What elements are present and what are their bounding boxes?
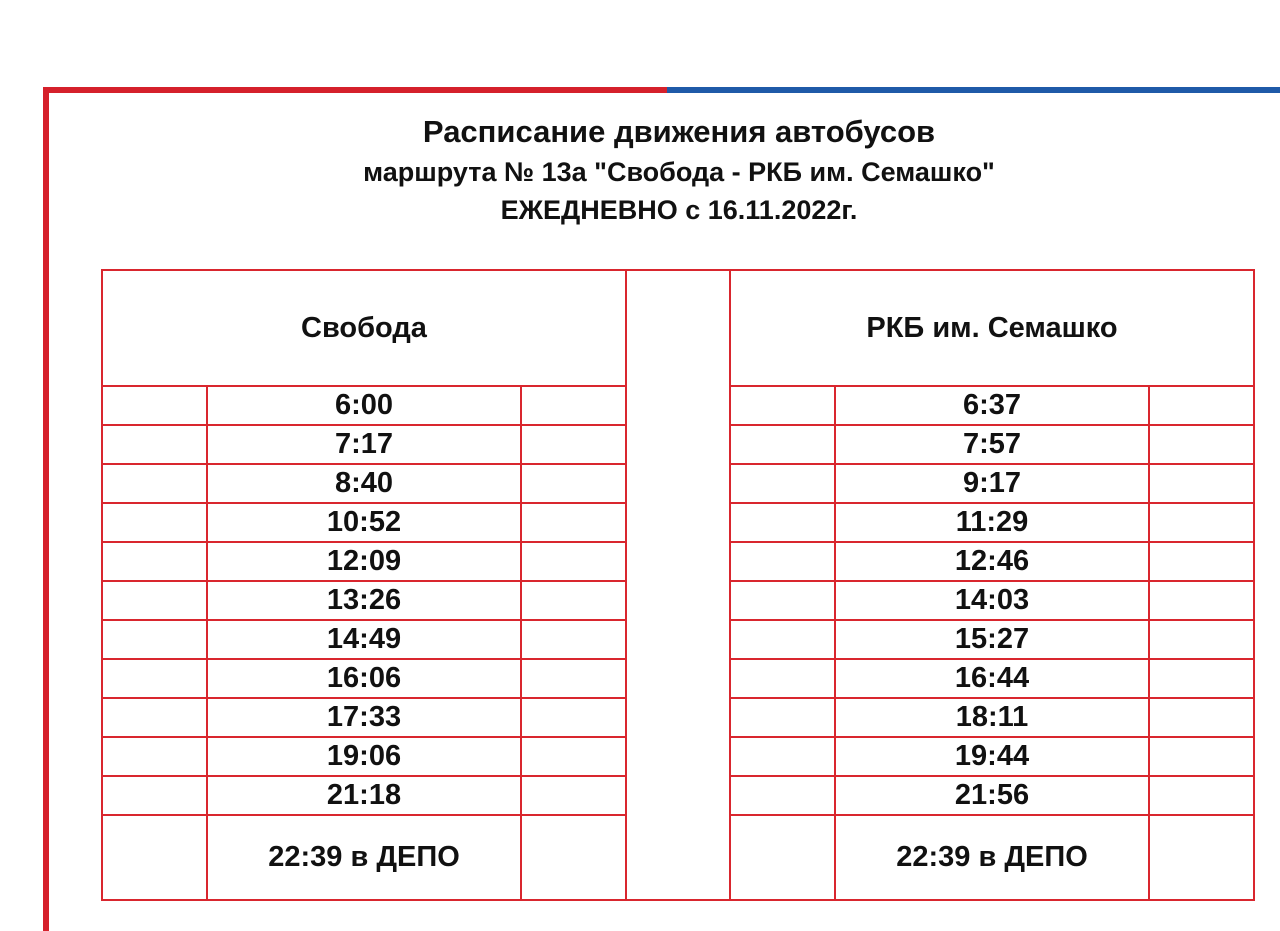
right-blank-cell	[730, 815, 835, 900]
center-gap	[626, 270, 730, 900]
schedule-table	[101, 269, 1255, 901]
right-blank-cell	[730, 464, 835, 503]
right-time-cell: 11:29	[835, 503, 1149, 542]
header-row	[102, 270, 1254, 386]
right-blank-cell	[1149, 737, 1254, 776]
right-stop-header: РКБ им. Семашко	[730, 270, 1254, 386]
right-blank-cell	[730, 386, 835, 425]
left-blank-cell	[102, 659, 207, 698]
right-blank-cell	[730, 659, 835, 698]
frame-top-blue-line	[667, 87, 1280, 93]
left-blank-cell	[521, 464, 626, 503]
right-blank-cell	[730, 542, 835, 581]
left-time-cell: 10:52	[207, 503, 521, 542]
left-depot-cell: 22:39 в ДЕПО	[207, 815, 521, 900]
left-blank-cell	[102, 620, 207, 659]
right-blank-cell	[730, 698, 835, 737]
left-stop-header: Свобода	[102, 270, 626, 386]
left-blank-cell	[102, 698, 207, 737]
left-blank-cell	[521, 659, 626, 698]
right-time-cell: 9:17	[835, 464, 1149, 503]
left-blank-cell	[102, 503, 207, 542]
right-blank-cell	[730, 737, 835, 776]
right-blank-cell	[1149, 464, 1254, 503]
right-blank-cell	[1149, 503, 1254, 542]
left-time-cell: 21:18	[207, 776, 521, 815]
left-time-cell: 17:33	[207, 698, 521, 737]
left-blank-cell	[521, 503, 626, 542]
right-time-cell: 15:27	[835, 620, 1149, 659]
left-blank-cell	[521, 776, 626, 815]
right-blank-cell	[1149, 815, 1254, 900]
left-blank-cell	[102, 776, 207, 815]
left-time-cell: 14:49	[207, 620, 521, 659]
right-time-cell: 12:46	[835, 542, 1149, 581]
right-blank-cell	[1149, 659, 1254, 698]
left-time-cell: 16:06	[207, 659, 521, 698]
right-time-cell: 7:57	[835, 425, 1149, 464]
right-depot-cell: 22:39 в ДЕПО	[835, 815, 1149, 900]
left-blank-cell	[102, 815, 207, 900]
right-blank-cell	[730, 620, 835, 659]
left-time-cell: 13:26	[207, 581, 521, 620]
right-time-cell: 16:44	[835, 659, 1149, 698]
left-blank-cell	[102, 386, 207, 425]
left-time-cell: 12:09	[207, 542, 521, 581]
left-blank-cell	[102, 464, 207, 503]
frame-top-red-line	[43, 87, 667, 93]
right-time-cell: 21:56	[835, 776, 1149, 815]
right-blank-cell	[730, 581, 835, 620]
title-line-3: ЕЖЕДНЕВНО с 16.11.2022г.	[500, 195, 858, 225]
right-blank-cell	[1149, 542, 1254, 581]
title-line-2: маршрута № 13а "Свобода - РКБ им. Семашко"	[363, 157, 995, 187]
right-blank-cell	[730, 503, 835, 542]
right-time-cell: 19:44	[835, 737, 1149, 776]
left-time-cell: 6:00	[207, 386, 521, 425]
left-blank-cell	[521, 815, 626, 900]
left-blank-cell	[102, 737, 207, 776]
schedule-title	[0, 112, 1280, 230]
left-time-cell: 19:06	[207, 737, 521, 776]
left-blank-cell	[521, 386, 626, 425]
right-blank-cell	[730, 425, 835, 464]
title-line-1: Расписание движения автобусов	[422, 114, 936, 149]
left-blank-cell	[521, 698, 626, 737]
right-blank-cell	[1149, 581, 1254, 620]
right-blank-cell	[1149, 425, 1254, 464]
left-blank-cell	[521, 581, 626, 620]
left-blank-cell	[102, 581, 207, 620]
left-blank-cell	[521, 620, 626, 659]
left-blank-cell	[521, 737, 626, 776]
left-time-cell: 8:40	[207, 464, 521, 503]
right-time-cell: 6:37	[835, 386, 1149, 425]
right-time-cell: 18:11	[835, 698, 1149, 737]
left-blank-cell	[102, 542, 207, 581]
left-blank-cell	[102, 425, 207, 464]
right-blank-cell	[1149, 776, 1254, 815]
left-blank-cell	[521, 542, 626, 581]
right-blank-cell	[1149, 386, 1254, 425]
right-blank-cell	[1149, 620, 1254, 659]
right-blank-cell	[730, 776, 835, 815]
right-blank-cell	[1149, 698, 1254, 737]
right-time-cell: 14:03	[835, 581, 1149, 620]
left-time-cell: 7:17	[207, 425, 521, 464]
left-blank-cell	[521, 425, 626, 464]
